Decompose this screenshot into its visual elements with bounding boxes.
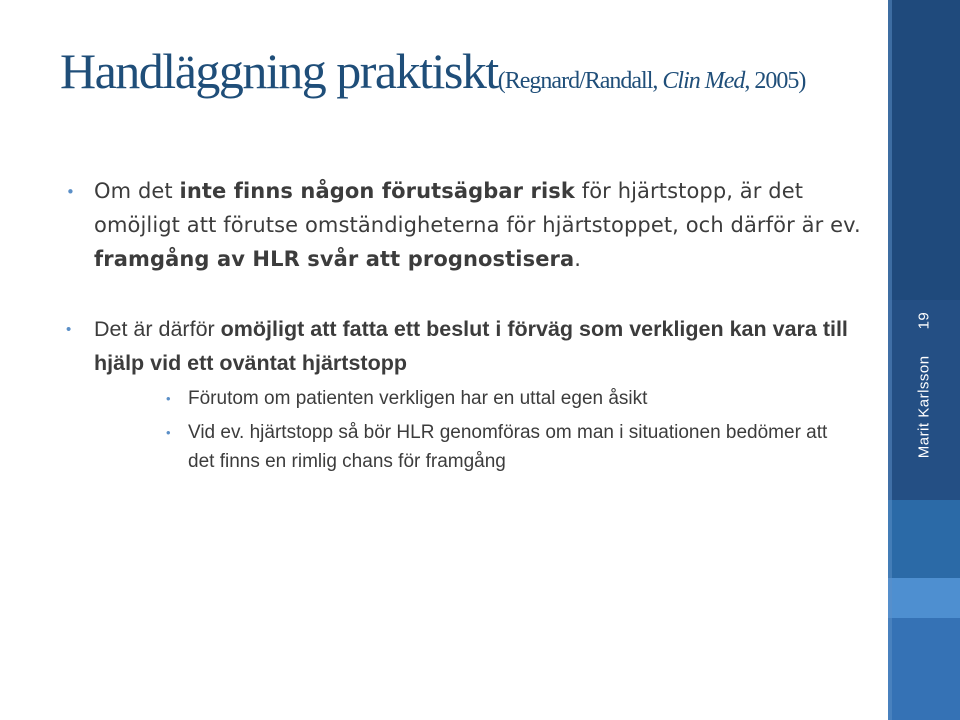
bullet-emphasis: omöjligt att fatta ett beslut i förväg som verkligen kan vara till hjälp vid ett oväntat hjärtstopp: [94, 317, 848, 375]
bullet-emphasis: framgång av HLR svår att prognostisera: [94, 247, 575, 271]
title-main: Handläggning praktiskt: [60, 43, 498, 99]
bullet-item: [66, 312, 866, 380]
bullet-text: .: [574, 247, 582, 271]
slide-number: 19: [915, 311, 933, 330]
bullet-dot-icon: •: [166, 425, 171, 440]
sidebar-band: [888, 500, 960, 578]
citation-journal: Clin Med: [662, 68, 745, 94]
title-citation: [498, 68, 806, 94]
bullet-text: Om det: [94, 179, 180, 203]
bullet-dot-icon: •: [66, 321, 72, 338]
sidebar-stripe: [888, 0, 892, 720]
slide-title: [60, 40, 850, 115]
citation-suffix: , 2005): [744, 68, 806, 94]
bullet-text: Det är därför: [94, 317, 221, 341]
sidebar-band: [888, 618, 960, 720]
bullet-item: [66, 174, 866, 276]
sub-bullet-item: [164, 418, 838, 476]
sidebar-band: [888, 0, 960, 300]
bullet-text: för hjärtstopp, är det omöjligt att förutse omständigheterna för hjärtstoppet, och därför är ev.: [94, 179, 861, 237]
bullet-dot-icon: •: [166, 391, 171, 406]
author-name: Marit Karlsson: [915, 355, 933, 459]
bullet-emphasis: inte finns någon förutsägbar risk: [179, 179, 575, 203]
citation-prefix: (Regnard/Randall,: [497, 68, 663, 94]
bullet-list: [66, 174, 866, 476]
sub-bullet-text: Förutom om patienten verkligen har en uttal egen åsikt: [188, 388, 648, 409]
sidebar-band: [888, 578, 960, 618]
bullet-dot-icon: •: [66, 183, 75, 201]
sub-bullet-item: [164, 384, 838, 413]
sub-bullet-list: [38, 384, 838, 476]
sidebar-footer: [916, 312, 933, 459]
sub-bullet-text: Vid ev. hjärtstopp så bör HLR genomföras om man i situationen bedömer att det finns en rimlig chans för framgång: [188, 422, 828, 472]
